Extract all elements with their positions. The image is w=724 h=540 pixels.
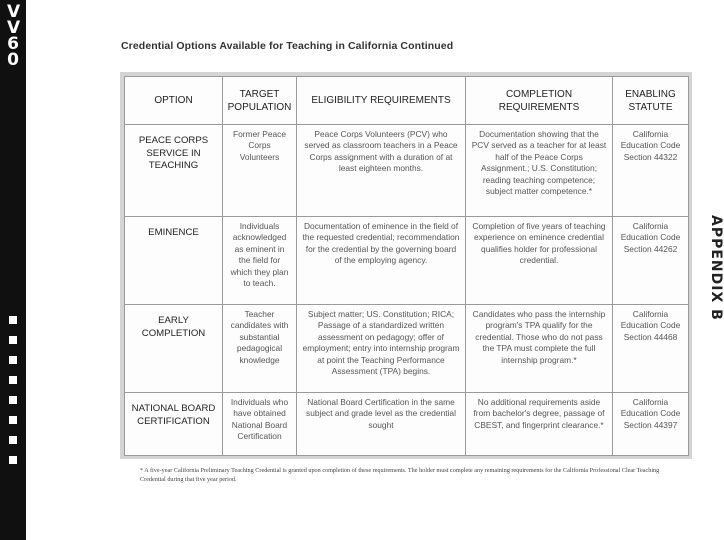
eligibility-cell: Subject matter; US. Constitution; RICA; Passage of a standardized written assessment on pedagogy; offer of employment; entry into internship program at point the Teaching Performance Assessment (TPA) begins. [297,305,466,393]
header-eligibility: ELIGIBILITY REQUIREMENTS [297,77,466,125]
option-cell: PEACE CORPS SERVICE IN TEACHING [125,125,223,217]
statute-cell: California Education Code Section 44468 [613,305,689,393]
target-cell: Former Peace Corps Volunteers [223,125,297,217]
sidebar-squares [7,316,19,476]
square-marker [9,356,17,364]
square-marker [9,396,17,404]
header-option: OPTION [125,77,223,125]
completion-cell: Candidates who pass the internship program's TPA qualify for the credential. Those who do not pass the TPA must complete the full internship program.* [466,305,613,393]
target-cell: Individuals acknowledged as eminent in the field for which they plan to teach. [223,217,297,305]
square-marker [9,376,17,384]
statute-cell: California Education Code Section 44397 [613,393,689,456]
completion-cell: Completion of five years of teaching experience on eminence credential qualifies holder for professional credential. [466,217,613,305]
eligibility-cell: National Board Certification in the same subject and grade level as the credential sought [297,393,466,456]
header-statute: ENABLING STATUTE [613,77,689,125]
target-cell: Teacher candidates with substantial pedagogical knowledge [223,305,297,393]
option-cell: NATIONAL BOARD CERTIFICATION [125,393,223,456]
table-header-row [125,77,689,125]
table-row [125,217,689,305]
square-marker [9,416,17,424]
table-row [125,305,689,393]
completion-cell: Documentation showing that the PCV served as a teacher for at least half of the Peace Corps Assignment.; U.S. Constitution; reading teaching competence; subject matter competence.* [466,125,613,217]
square-marker [9,436,17,444]
table-row [125,125,689,217]
table-row [125,393,689,456]
sidebar-code-text: VV60 [7,2,21,70]
footnote: * A five-year California Preliminary Teaching Credential is granted upon completion of these requirements. The holder must complete any remaining requirements for the California Professional Clear Teaching Credential during that five year period. [140,467,660,483]
statute-cell: California Education Code Section 44322 [613,125,689,217]
square-marker [9,316,17,324]
option-cell: EARLY COMPLETION [125,305,223,393]
credential-table [124,76,689,456]
header-target-population: TARGET POPULATION [223,77,297,125]
option-cell: EMINENCE [125,217,223,305]
header-completion: COMPLETION REQUIREMENTS [466,77,613,125]
completion-cell: No additional requirements aside from bachelor's degree, passage of CBEST, and fingerprint clearance.* [466,393,613,456]
side-bar [0,0,26,540]
credential-table-frame [120,72,692,459]
target-cell: Individuals who have obtained National Board Certification [223,393,297,456]
appendix-label: APPENDIX B [708,215,724,321]
statute-cell: California Education Code Section 44262 [613,217,689,305]
eligibility-cell: Peace Corps Volunteers (PCV) who served as classroom teachers in a Peace Corps assignment with a duration of at least eighteen months. [297,125,466,217]
page-title: Credential Options Available for Teaching in California Continued [121,40,454,52]
square-marker [9,336,17,344]
eligibility-cell: Documentation of eminence in the field of the requested credential; recommendation for the credential by the governing board of the employing agency. [297,217,466,305]
square-marker [9,456,17,464]
sidebar-code [0,4,26,68]
